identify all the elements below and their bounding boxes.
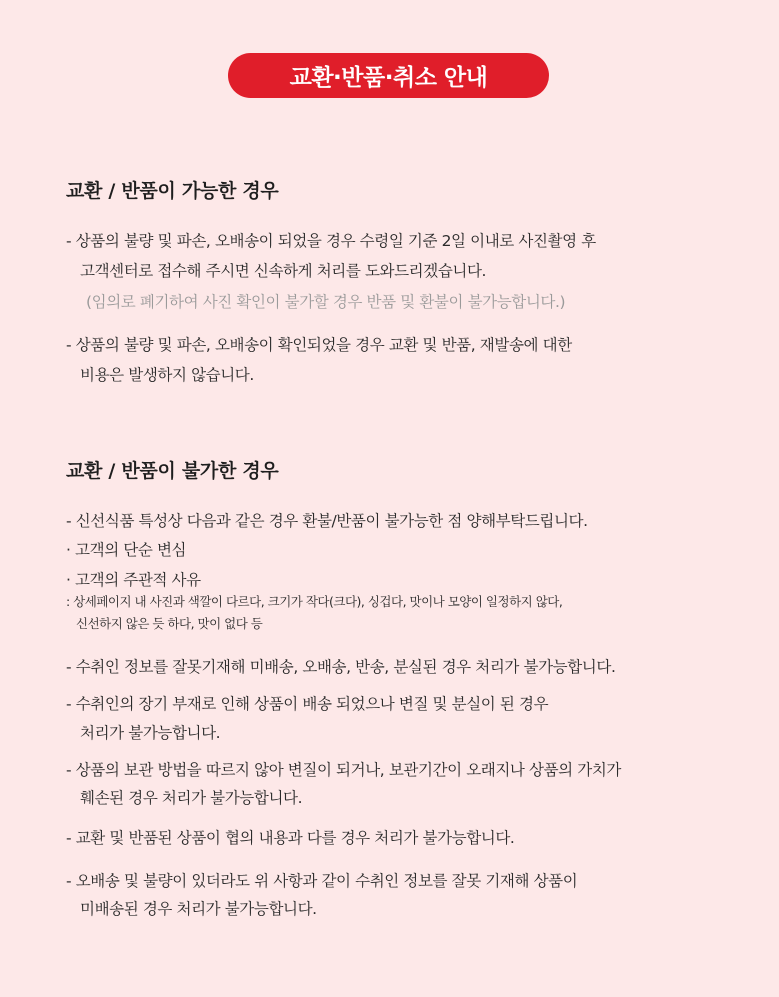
page-title: 교환·반품·취소 안내	[289, 65, 488, 91]
impossible-item-2-line-2: 처리가 불가능합니다.	[80, 724, 221, 742]
section-heading-possible: 교환 / 반품이 가능한 경우	[66, 180, 279, 202]
impossible-reason-detail-1: : 상세페이지 내 사진과 색깔이 다르다, 크기가 작다(크다), 싱겁다, 맛이나 모양이 일정하지 않다,	[66, 594, 563, 609]
possible-item-1-line-2: 고객센터로 접수해 주시면 신속하게 처리를 도와드리겠습니다.	[80, 262, 487, 280]
impossible-item-5-line-1: - 오배송 및 불량이 있더라도 위 사항과 같이 수취인 정보를 잘못 기재해 상품이	[66, 872, 578, 890]
page-title-banner	[228, 53, 549, 98]
impossible-item-1-line-1: - 수취인 정보를 잘못기재해 미배송, 오배송, 반송, 분실된 경우 처리가 불가능합니다.	[66, 658, 616, 676]
impossible-item-2-line-1: - 수취인의 장기 부재로 인해 상품이 배송 되었으나 변질 및 분실이 된 경우	[66, 695, 549, 713]
impossible-reason-2: · 고객의 주관적 사유	[66, 571, 201, 589]
possible-item-1-line-1: - 상품의 불량 및 파손, 오배송이 되었을 경우 수령일 기준 2일 이내로 사진촬영 후	[66, 232, 596, 250]
impossible-item-3-line-2: 훼손된 경우 처리가 불가능합니다.	[80, 789, 303, 807]
impossible-item-5-line-2: 미배송된 경우 처리가 불가능합니다.	[80, 900, 317, 918]
possible-item-1-note: (임의로 폐기하여 사진 확인이 불가할 경우 반품 및 환불이 불가능합니다.)	[86, 293, 566, 311]
possible-item-2-line-2: 비용은 발생하지 않습니다.	[80, 366, 254, 384]
possible-item-2-line-1: - 상품의 불량 및 파손, 오배송이 확인되었을 경우 교환 및 반품, 재발송에 대한	[66, 336, 572, 354]
impossible-intro: - 신선식품 특성상 다음과 같은 경우 환불/반품이 불가능한 점 양해부탁드립니다.	[66, 512, 588, 530]
impossible-item-3-line-1: - 상품의 보관 방법을 따르지 않아 변질이 되거나, 보관기간이 오래지나 상품의 가치가	[66, 761, 622, 779]
impossible-item-4-line-1: - 교환 및 반품된 상품이 협의 내용과 다를 경우 처리가 불가능합니다.	[66, 829, 515, 847]
section-heading-impossible: 교환 / 반품이 불가한 경우	[66, 460, 279, 482]
impossible-reason-1: · 고객의 단순 변심	[66, 541, 187, 559]
impossible-reason-detail-2: 신선하지 않은 듯 하다, 맛이 없다 등	[76, 616, 263, 631]
